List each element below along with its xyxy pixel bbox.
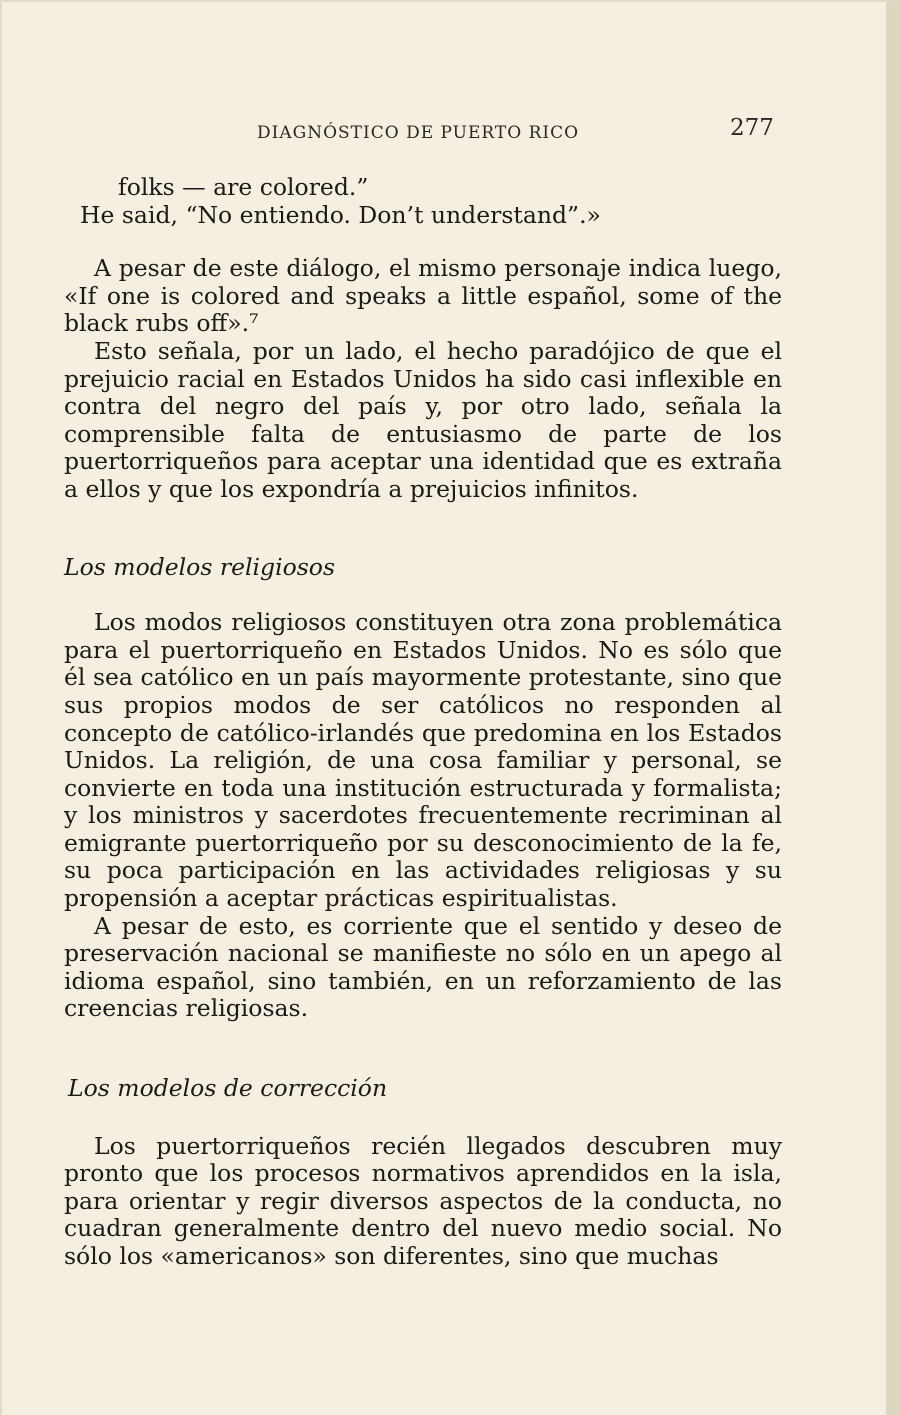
quote-line-2: He said, “No entiendo. Don’t understand”.» (80, 200, 601, 229)
section-heading-correccion: Los modelos de corrección (68, 1074, 388, 1103)
paragraph-normative-processes: Los puertorriqueños recién llegados descubren muy pronto que los procesos normativos aprendidos en la isla, para orientar y regir diversos aspectos de la conducta, no cuadran generalmente dentro del nuevo medio social. No sólo los «americanos» son diferentes, sino que muchas (64, 1131, 782, 1270)
paragraph-racial-prejudice: Esto señala, por un lado, el hecho paradójico de que el prejuicio racial en Estados Unidos ha sido casi inflexible en contra del negro del país y, por otro lado, señala la comprensible falta de entusiasmo de parte de los puertorriqueños para aceptar una identidad que es extraña a ellos y que los expondría a prejuicios infinitos. (64, 336, 782, 503)
body-text (64, 174, 782, 1271)
paragraph-dialogue-comment: A pesar de este diálogo, el mismo personaje indica luego, «If one is colored and speaks a little español, some of the black rubs off».⁷ (64, 254, 782, 338)
section-heading-religiosos: Los modelos religiosos (64, 552, 336, 581)
paragraph-national-preservation: A pesar de esto, es corriente que el sentido y deseo de preservación nacional se manifieste no sólo en un apego al idioma español, sino también, en un reforzamiento de las creencias religiosas. (64, 911, 782, 1023)
running-head: DIAGNÓSTICO DE PUERTO RICO (257, 123, 580, 143)
quote-line-1: folks — are colored.” (118, 173, 369, 201)
quote-continuation (64, 174, 782, 229)
page-number: 277 (730, 115, 774, 141)
paragraph-religious-modes: Los modos religiosos constituyen otra zona problemática para el puertorriqueño en Estados Unidos. No es sólo que él sea católico en un país mayormente protestante, sino que sus propios modos de ser católicos no responden al concepto de católico-irlandés que predomina en los Estados Unidos. La religión, de una cosa familiar y personal, se convierte en toda una institución estructurada y formalista; y los ministros y sacerdotes frecuentemente recriminan al emigrante puertorriqueño por su desconocimiento de la fe, su poca participación en las actividades religiosas y su propensión a aceptar prácticas espiritualistas. (64, 608, 782, 913)
